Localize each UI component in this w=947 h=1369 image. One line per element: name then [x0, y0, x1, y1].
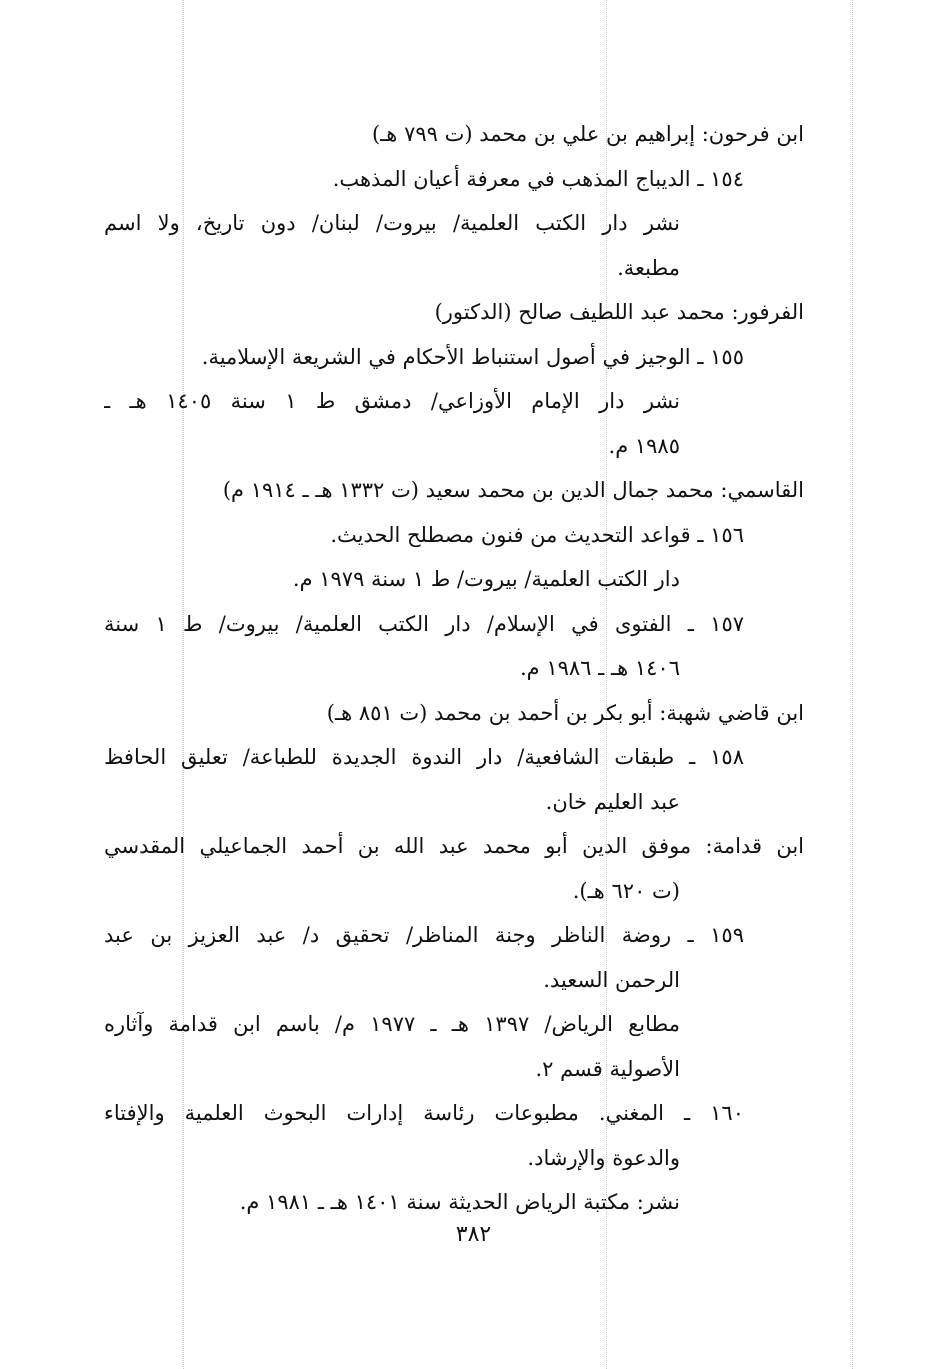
entry-publisher: مطابع الرياض/ ١٣٩٧ هـ ـ ١٩٧٧ م/ باسم ابن قدامة وآثاره [104, 1012, 681, 1036]
entry-continuation: ١٩٨٥ م. [608, 433, 680, 458]
entry-title: ١٥٨ ـ طبقات الشافعية/ دار الندوة الجديدة للطباعة/ تعليق الحافظ [104, 745, 744, 769]
entry-continuation: الأصولية قسم ٢. [535, 1056, 680, 1081]
page-number: ٣٨٢ [455, 1222, 492, 1247]
author-heading: ابن قاضي شهبة: أبو بكر بن أحمد بن محمد (ت ٨٥١ هـ) [326, 700, 804, 725]
entry-title: ١٦٠ ـ المغني. مطبوعات رئاسة إدارات البحوث العلمية والإفتاء [104, 1101, 744, 1125]
entry-publisher: نشر: مكتبة الرياض الحديثة سنة ١٤٠١ هـ ـ ١٩٨١ م. [239, 1190, 680, 1214]
entry-continuation: الرحمن السعيد. [543, 967, 680, 992]
entry-title: ١٥٧ ـ الفتوى في الإسلام/ دار الكتب العلمية/ بيروت/ ط ١ سنة [104, 611, 745, 636]
entry-continuation: مطبعة. [617, 255, 680, 280]
entry-title: ١٥٩ ـ روضة الناظر وجنة المناظر/ تحقيق د/ عبد العزيز بن عبد [104, 923, 744, 947]
author-heading: القاسمي: محمد جمال الدين بن محمد سعيد (ت ١٣٣٢ هـ ـ ١٩١٤ م) [222, 478, 804, 502]
author-heading: ابن فرحون: إبراهيم بن علي بن محمد (ت ٧٩٩ هـ) [371, 122, 804, 146]
entry-publisher: نشر دار الإمام الأوزاعي/ دمشق ط ١ سنة ١٤٠٥ هـ ـ [104, 389, 681, 413]
scan-guide-line [852, 0, 853, 1369]
entry-title: ١٥٥ ـ الوجيز في أصول استنباط الأحكام في الشريعة الإسلامية. [201, 344, 744, 369]
entry-continuation: ١٤٠٦ هـ ـ ١٩٨٦ م. [519, 656, 680, 680]
author-heading: الفرفور: محمد عبد اللطيف صالح (الدكتور) [434, 300, 804, 324]
entry-continuation: عبد العليم خان. [545, 789, 680, 814]
entry-continuation: (ت ٦٢٠ هـ). [572, 878, 680, 903]
entry-continuation: والدعوة والإرشاد. [527, 1145, 680, 1170]
entry-publisher: دار الكتب العلمية/ بيروت/ ط ١ سنة ١٩٧٩ م. [292, 567, 680, 591]
author-heading: ابن قدامة: موفق الدين أبو محمد عبد الله بن أحمد الجماعيلي المقدسي [104, 834, 804, 858]
entry-title: ١٥٦ ـ قواعد التحديث من فنون مصطلح الحديث. [330, 522, 744, 547]
bibliography-text [104, 112, 804, 1225]
entry-publisher: نشر دار الكتب العلمية/ بيروت/ لبنان/ دون تاريخ، ولا اسم [104, 211, 680, 235]
entry-title: ١٥٤ ـ الديباج المذهب في معرفة أعيان المذهب. [332, 166, 744, 191]
